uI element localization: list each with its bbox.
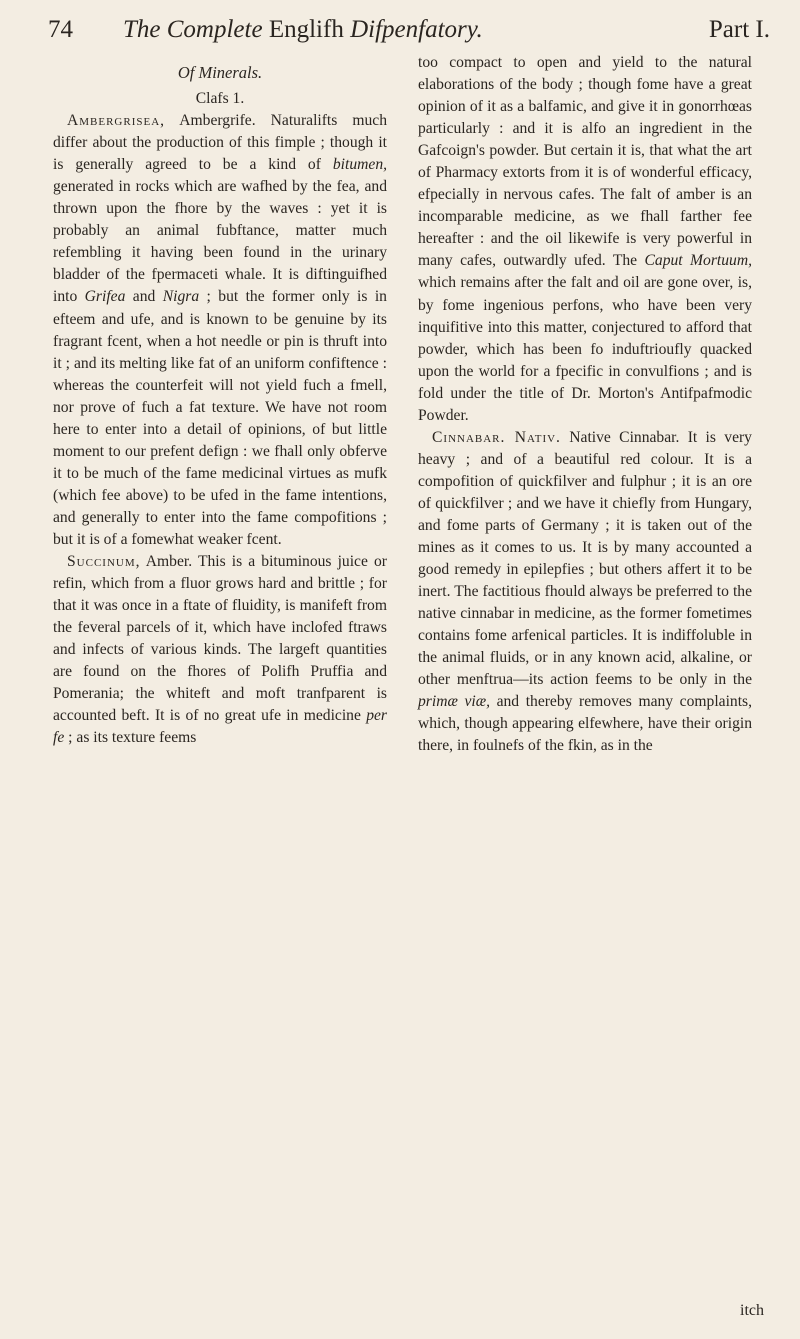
part-label: Part I. xyxy=(708,16,770,43)
continuation-text-2: which remains after the falt and oil are gone over, is, by fome ingenious perfons, who have been very inquifitive into this matter, conjectured to afford that powder, which has been fo induftrioufly quacked upon the world for a fpecific in convulfions ; and is fold under the title of Dr. Morton's Antifpafmodic Powder. xyxy=(418,274,752,424)
running-head xyxy=(48,14,770,54)
succinum-text-1: Amber. This is a bituminous juice or refin, which from a fluor grows hard and brittle ; for that it was once in a ftate of fluidity, is manifeft from the feveral parcels of it, which have inclofed ftraws and infects of various kinds. The largeft quantities are found on the fhores of Polifh Pruffia and Pomerania; the whiteft and moft tranfparent is accounted beft. It is of no great ufe in medicine xyxy=(53,553,387,725)
succinum-head: Succinum, xyxy=(67,553,141,571)
cinnabar-head: Cinnabar. Nativ. xyxy=(432,428,561,446)
section-heading: Of Minerals. xyxy=(177,63,263,82)
cinnabar-italic-1: primæ viæ, xyxy=(418,693,490,711)
ambergris-text-1: Ambergrife. Naturalifts much differ about the production of this fimple ; though it is generally agreed to be a kind of xyxy=(53,112,388,174)
ambergris-italic-3: Nigra xyxy=(162,288,200,306)
ambergris-italic-1: bitumen, xyxy=(332,156,388,174)
running-title-italic-2: Difpenfatory. xyxy=(350,16,483,43)
ambergris-italic-2: Grifea xyxy=(84,288,126,306)
ambergris-entry xyxy=(53,110,387,551)
ambergris-text-2: generated in rocks which are wafhed by the fea, and thrown upon the fhore by the waves : yet it is probably an animal fubftance, matter much refembling it having been found in the urinary bladder of the fpermaceti whale. It is diftinguifhed into xyxy=(53,178,387,306)
ambergris-text-4: ; but the former only is in efteem and ufe, and is known to be genuine by its fragrant fcent, when a hot needle or pin is thruft into it ; and its melting like fat of an uniform confiftence : whereas the counterfeit will not yield fuch a fmell, nor prove of fuch a fat texture. We have not room here to enter into a detail of opinions, of but little moment to our prefent defign : we fhall only obferve it to be much of the fame medicinal virtues as mufk (which fee above) to be ufed in the fame intentions, and generally to enter into the fame compofitions ; but it is of a fomewhat weaker fcent. xyxy=(53,288,387,548)
ambergris-head: Ambergrisea, xyxy=(67,112,166,130)
succinum-continuation xyxy=(418,52,752,427)
left-column xyxy=(53,52,387,749)
cinnabar-entry xyxy=(418,427,752,758)
continuation-text-1: too compact to open and yield to the natural elaborations of the body ; though fome have a great opinion of it as a balfamic, and give it in gonorrhœas particularly : and it is alfo an ingredient in the Gafcoign's powder. But certain it is, that what the art of Pharmacy extorts from it is of wonderful efficacy, efpecially in nervous cafes. The falt of amber is an incomparable medicine, as we fhall farther fee hereafter : and the oil likewife is very powerful in many cafes, outwardly ufed. The xyxy=(418,54,752,270)
cinnabar-text-2: and thereby removes many complaints, which, though appearing elfewhere, have their origin there, in foulnefs of the fkin, as in the xyxy=(418,693,752,755)
running-title-italic-1: The Complete xyxy=(123,16,263,43)
catchword: itch xyxy=(740,1302,764,1319)
succinum-italic-1: per fe xyxy=(53,707,387,747)
succinum-entry xyxy=(53,551,387,749)
succinum-text-2: ; as its texture feems xyxy=(68,729,197,747)
class-label: Clafs 1. xyxy=(195,90,245,108)
page-number: 74 xyxy=(48,16,73,43)
running-title xyxy=(123,16,483,44)
continuation-italic-1: Caput Mortuum, xyxy=(644,252,752,270)
right-column xyxy=(418,52,752,758)
cinnabar-text-1: Native Cinnabar. It is very heavy ; and of a beautiful red colour. It is a compofition of quickfilver and fulphur ; it is an ore of quickfilver ; and we have it chiefly from Hungary, and fome parts of Germany ; it is taken out of the mines as it comes to us. It is by many accounted a good remedy in epilepfies ; but others affert it to be inert. The factitious fhould always be preferred to the native cinnabar in medicine, as the former fometimes contains fome arfenical particles. It is indiffoluble in the animal fluids, or in any known acid, alkaline, or other menftrua—its action feems to be only in the xyxy=(418,428,752,689)
running-title-roman: Englifh xyxy=(268,16,344,43)
ambergris-text-3: and xyxy=(132,288,156,306)
